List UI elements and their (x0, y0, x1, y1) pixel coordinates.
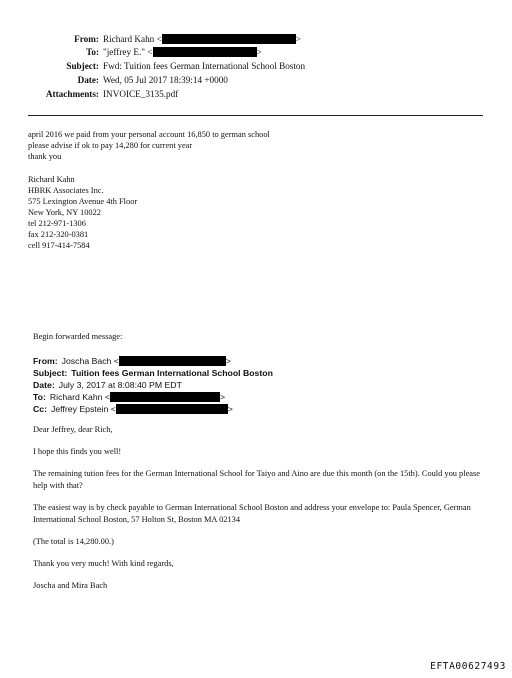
greeting: Dear Jeffrey, dear Rich, (33, 425, 113, 434)
close-bracket: > (225, 356, 231, 366)
fwd-subject-value: Tuition fees German International School Boston (71, 368, 273, 378)
to-name: "jeffrey E." < (103, 47, 153, 57)
signature-line: fax 212-320-0381 (28, 230, 89, 239)
fwd-date-value: July 3, 2017 at 8:08:40 PM EDT (58, 380, 182, 390)
paragraph: The easiest way is by check payable to German International School Boston and address your envelope to: Paula Spencer, German International School Boston, 57 Holton St, Boston MA 02134 (33, 503, 471, 524)
header-divider (28, 115, 483, 116)
close-bracket: > (256, 47, 262, 57)
fwd-to-value: Richard Kahn < (49, 392, 111, 402)
fwd-date-label: Date: (33, 380, 55, 390)
signature-line: New York, NY 10022 (28, 208, 101, 217)
attachments-label: Attachments: (45, 89, 99, 99)
close-bracket: > (220, 392, 226, 402)
signature-line: 575 Lexington Avenue 4th Floor (28, 197, 138, 206)
fwd-subject-label: Subject: (33, 368, 68, 378)
fwd-cc-row (33, 399, 233, 417)
sign-off: Joscha and Mira Bach (33, 581, 108, 590)
message-line: thank you (28, 152, 62, 161)
forwarded-intro: Begin forwarded message: (33, 332, 123, 341)
signature-line: HBRK Associates Inc. (28, 186, 104, 195)
fwd-cc-value: Jeffrey Epstein < (51, 404, 116, 414)
redaction-bar (153, 47, 257, 57)
close-bracket: > (227, 404, 233, 414)
redaction-bar (116, 404, 228, 414)
paragraph: I hope this finds you well! (33, 447, 122, 456)
date-label: Date: (77, 75, 99, 85)
to-label: To: (86, 47, 99, 57)
paragraph: (The total is 14,280.00.) (33, 537, 114, 546)
paragraph: The remaining tution fees for the German International School for Taiyo and Aino are due this month (on the 15th). Could you please help with that? (33, 469, 480, 490)
fwd-from-label: From: (33, 356, 58, 366)
paragraph: Thank you very much! With kind regards, (33, 559, 174, 568)
attachment-link[interactable]: INVOICE_3135.pdf (103, 89, 179, 99)
redaction-bar (162, 34, 296, 44)
fwd-to-label: To: (33, 392, 46, 402)
date-value: Wed, 05 Jul 2017 18:39:14 +0000 (103, 75, 228, 85)
message-line: april 2016 we paid from your personal account 16,850 to german school (28, 130, 270, 139)
signature-line: tel 212-971-1306 (28, 219, 86, 228)
from-label: From: (74, 34, 99, 44)
subject-value: Fwd: Tuition fees German International School Boston (103, 61, 306, 71)
to-value (103, 47, 262, 57)
message-line: please advise if ok to pay 14,280 for current year (28, 141, 193, 150)
fwd-from-value: Joscha Bach < (61, 356, 119, 366)
bates-number: EFTA00627493 (430, 661, 506, 672)
fwd-cc-label: Cc: (33, 404, 47, 414)
from-value (103, 34, 301, 44)
close-bracket: > (295, 34, 301, 44)
signature-line: cell 917-414-7584 (28, 241, 90, 250)
signature-line: Richard Kahn (28, 175, 75, 184)
from-name: Richard Kahn < (103, 34, 162, 44)
subject-label: Subject: (66, 61, 99, 71)
